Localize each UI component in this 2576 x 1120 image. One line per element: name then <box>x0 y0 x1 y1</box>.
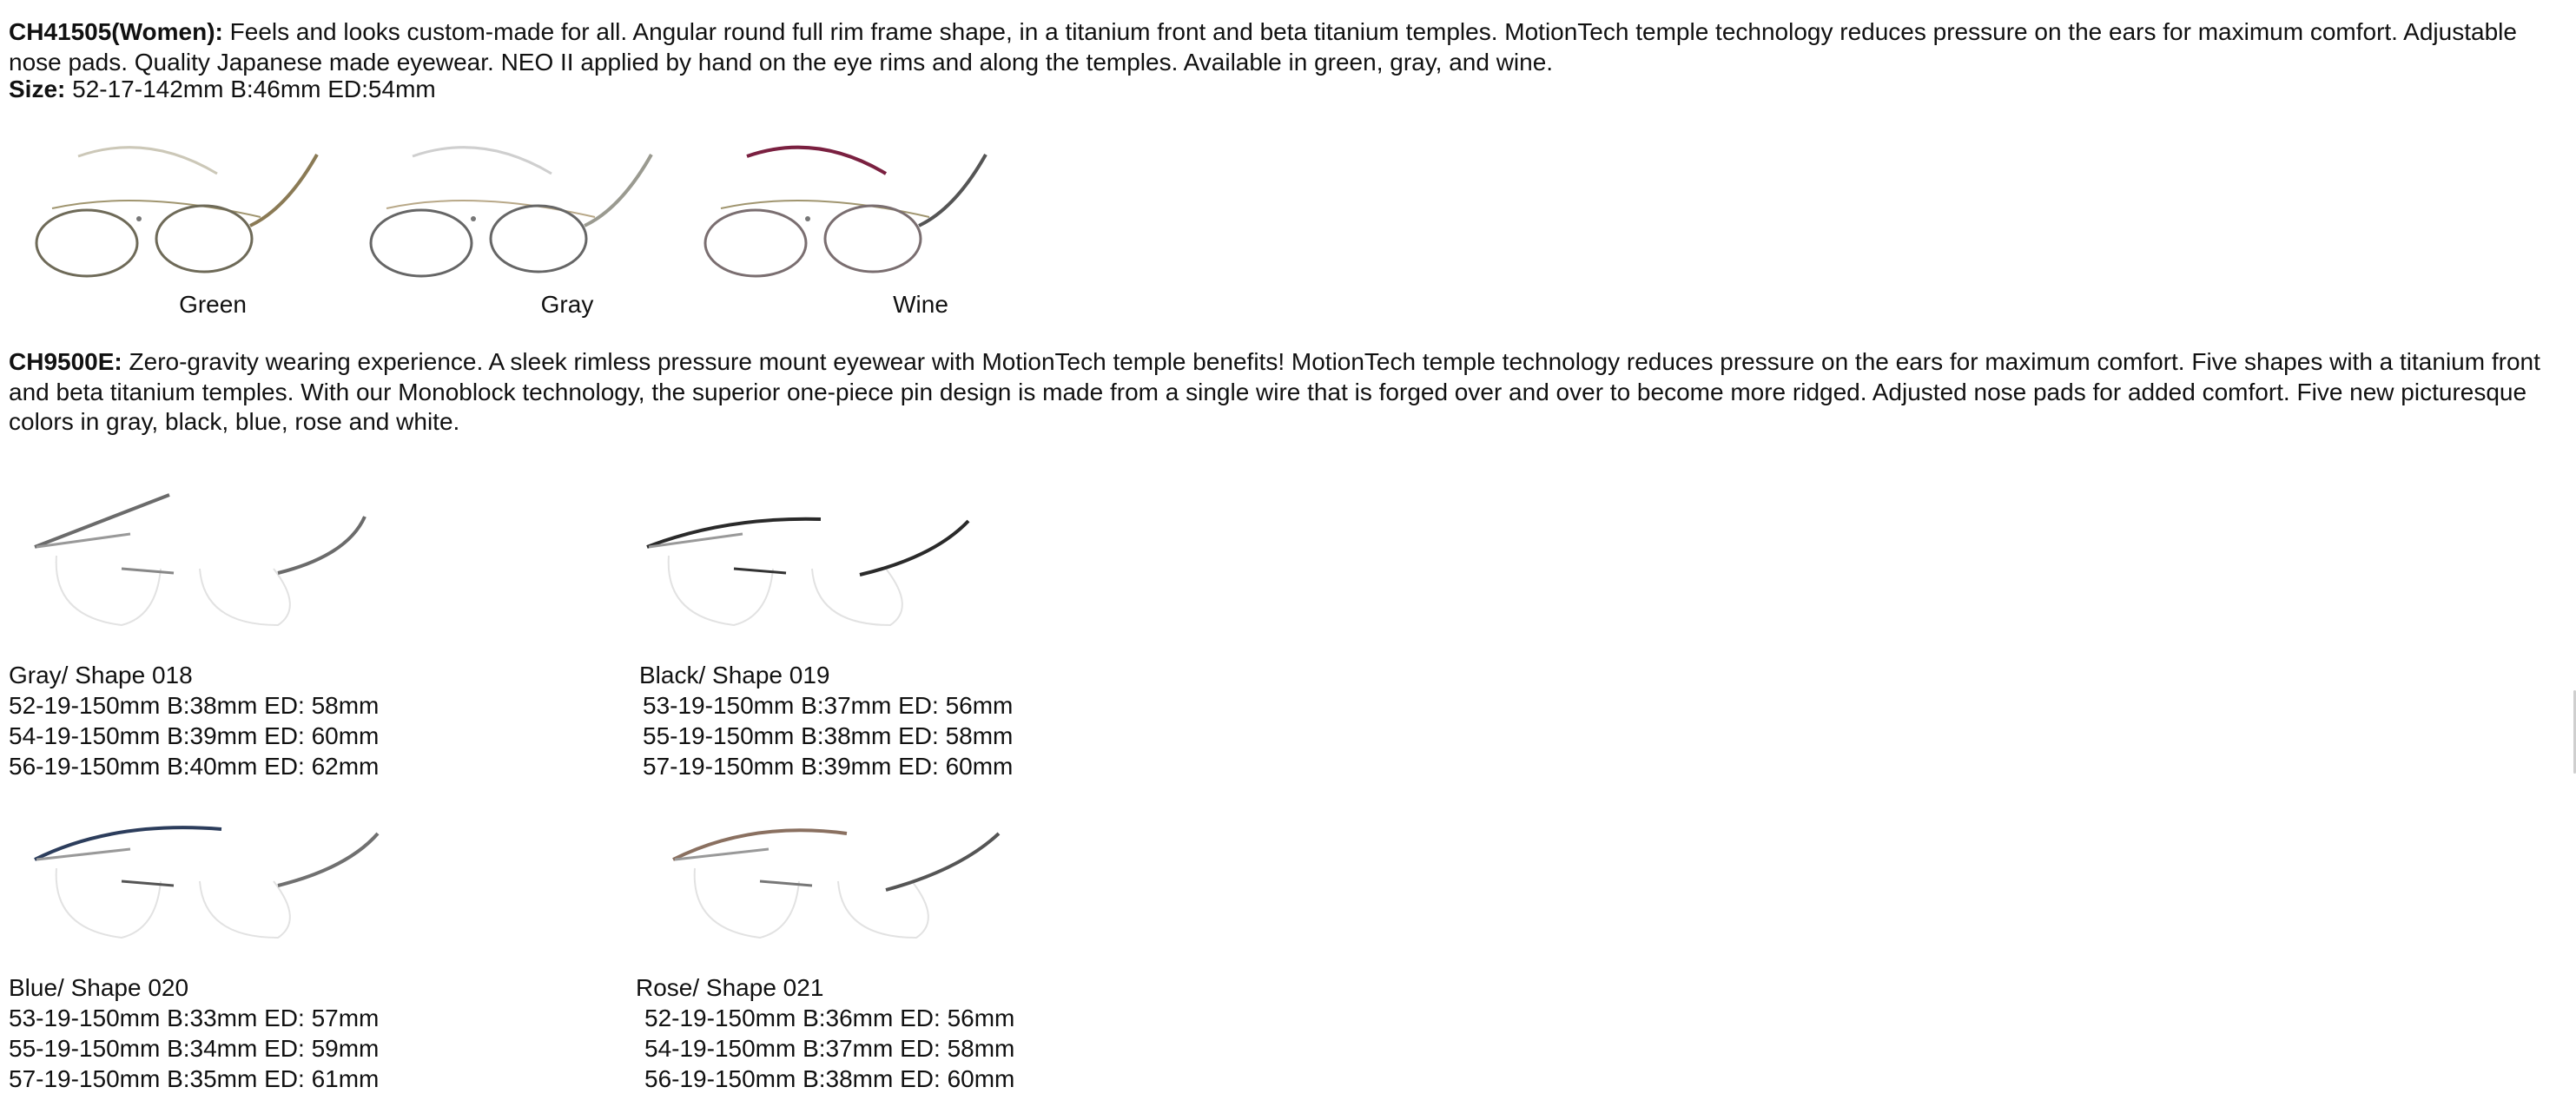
shape-title: Blue/ Shape 020 <box>9 974 189 1001</box>
ch41505-temple-1 <box>585 155 651 226</box>
ch41505-size-label: Size: <box>9 76 66 102</box>
size-line: 53-19-150mm B:33mm ED: 57mm <box>9 1005 380 1031</box>
shape-018-specs <box>9 660 379 781</box>
ch41505-temple-0 <box>250 155 317 226</box>
size-line: 52-19-150mm B:36mm ED: 56mm <box>644 1005 1015 1031</box>
color-label-green: Green <box>179 291 247 318</box>
size-line: 55-19-150mm B:34mm ED: 59mm <box>9 1035 380 1062</box>
size-line: 52-19-150mm B:38mm ED: 58mm <box>9 692 380 719</box>
shape-021-temple <box>886 833 999 890</box>
ch41505-model: CH41505(Women): <box>9 18 223 45</box>
shape-019-temple <box>860 521 968 575</box>
shape-title: Gray/ Shape 018 <box>9 662 193 688</box>
glasses-image-shape-020 <box>26 799 391 946</box>
shape-020-specs <box>9 972 379 1094</box>
size-line: 55-19-150mm B:38mm ED: 58mm <box>643 722 1014 749</box>
glasses-image-shape-021 <box>664 799 1029 946</box>
size-line: 53-19-150mm B:37mm ED: 56mm <box>643 692 1014 719</box>
ch41505-description-text: Feels and looks custom-made for all. Angular round full rim frame shape, in a titanium front and beta titanium temples. MotionTech temple technology reduces pressure on the ears for maximum comfort. Adjustable nose pads. Quality Japanese made eyewear. NEO II applied by hand on the eye rims and along the temples. Available in green, gray, and wine. <box>9 18 2517 76</box>
glasses-image-wine <box>695 130 990 278</box>
shape-020-temple <box>278 833 378 886</box>
color-label-wine: Wine <box>893 291 948 318</box>
shape-018-temple <box>278 517 365 573</box>
shape-title: Black/ Shape 019 <box>639 662 830 688</box>
ch41505-temple-2 <box>919 155 986 226</box>
ch9500e-description <box>9 347 2553 438</box>
glasses-image-green <box>26 130 321 278</box>
size-line: 56-19-150mm B:38mm ED: 60mm <box>644 1065 1015 1092</box>
size-line: 57-19-150mm B:35mm ED: 61mm <box>9 1065 380 1092</box>
ch9500e-model: CH9500E: <box>9 348 122 375</box>
ch41505-description <box>9 17 2553 77</box>
size-line: 54-19-150mm B:39mm ED: 60mm <box>9 722 380 749</box>
glasses-image-shape-019 <box>638 486 1003 634</box>
size-line: 57-19-150mm B:39mm ED: 60mm <box>643 753 1014 780</box>
glasses-image-gray <box>360 130 656 278</box>
shape-title: Rose/ Shape 021 <box>636 974 824 1001</box>
ch9500e-description-text: Zero-gravity wearing experience. A sleek rimless pressure mount eyewear with MotionTech temple benefits! MotionTech temple technology reduces pressure on the ears for maximum comfort. Five shapes with a titanium front and beta titanium temples. With our Monoblock technology, the superior one-piece pin design is made from a single wire that is forged over and over to become more ridged. Adjusted nose pads for added comfort. Five new picturesque colors in gray, black, blue, rose and white. <box>9 348 2540 435</box>
glasses-image-shape-018 <box>26 486 391 634</box>
ch41505-size-value: 52-17-142mm B:46mm ED:54mm <box>65 76 436 102</box>
color-label-gray: Gray <box>540 291 594 318</box>
size-line: 54-19-150mm B:37mm ED: 58mm <box>644 1035 1015 1062</box>
size-line: 56-19-150mm B:40mm ED: 62mm <box>9 753 380 780</box>
shape-021-specs <box>636 972 1014 1094</box>
shape-019-specs <box>639 660 1013 781</box>
ch41505-size <box>9 75 2553 105</box>
